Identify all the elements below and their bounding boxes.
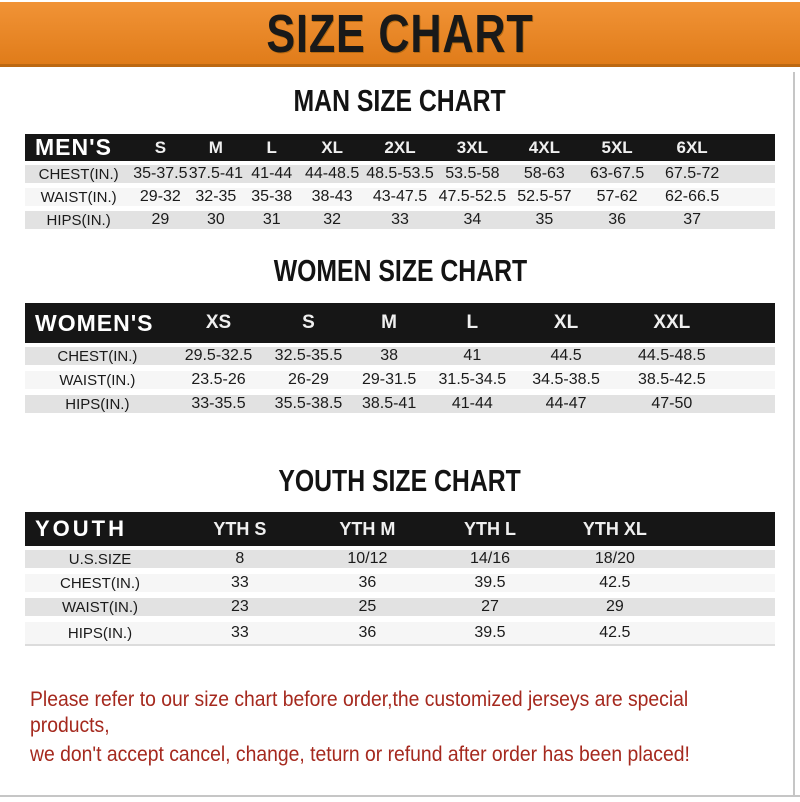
column-header-cell: 5XL — [580, 134, 654, 165]
women-table-label: WOMEN'S — [25, 303, 170, 347]
size-cell: 23 — [175, 598, 305, 622]
size-cell: 42.5 — [550, 622, 680, 646]
size-cell: 31 — [243, 211, 300, 234]
size-cell: 53.5-58 — [436, 165, 509, 188]
size-cell: 38.5-42.5 — [616, 371, 728, 395]
column-header-cell: YTH M — [305, 512, 430, 550]
men-heading-text: MAN SIZE CHART — [293, 83, 507, 118]
column-header-cell: 2XL — [364, 134, 436, 165]
column-header-cell: M — [189, 134, 244, 165]
size-cell: 38.5-41 — [350, 395, 429, 419]
size-cell: 10/12 — [305, 550, 430, 574]
size-cell: 29-31.5 — [350, 371, 429, 395]
size-cell: 52.5-57 — [509, 188, 580, 211]
size-cell: 44.5 — [516, 347, 616, 371]
size-cell: 18/20 — [550, 550, 680, 574]
women-size-table — [25, 303, 775, 419]
men-waist-row — [25, 188, 775, 211]
column-header-cell: 3XL — [436, 134, 509, 165]
column-header-cell: S — [132, 134, 188, 165]
spacer-cell — [680, 622, 775, 646]
size-cell: 32.5-35.5 — [267, 347, 349, 371]
banner-title: SIZE CHART — [266, 4, 534, 64]
men-hips-row — [25, 211, 775, 234]
size-chart-banner — [0, 2, 800, 67]
column-header-cell: M — [350, 303, 429, 347]
size-cell: 8 — [175, 550, 305, 574]
size-cell: 35.5-38.5 — [267, 395, 349, 419]
youth-chest-row — [25, 574, 775, 598]
spacer-cell — [728, 371, 775, 395]
youth-size-table — [25, 512, 775, 646]
spacer-cell — [730, 165, 775, 188]
row-label-cell: WAIST(IN.) — [25, 188, 132, 211]
men-section-heading — [0, 84, 800, 118]
size-cell: 48.5-53.5 — [364, 165, 436, 188]
size-cell: 44.5-48.5 — [616, 347, 728, 371]
size-cell: 42.5 — [550, 574, 680, 598]
spacer-cell — [680, 598, 775, 622]
youth-heading-text: YOUTH SIZE CHART — [278, 463, 522, 498]
column-header-cell: XXL — [616, 303, 728, 347]
size-cell: 37.5-41 — [189, 165, 244, 188]
size-cell: 33 — [364, 211, 436, 234]
disclaimer-note — [0, 686, 800, 770]
size-cell: 39.5 — [430, 574, 550, 598]
row-label-cell: HIPS(IN.) — [25, 211, 132, 234]
row-label-cell: CHEST(IN.) — [25, 347, 170, 371]
row-label-cell: U.S.SIZE — [25, 550, 175, 574]
size-cell: 27 — [430, 598, 550, 622]
size-cell: 57-62 — [580, 188, 654, 211]
size-cell: 29.5-32.5 — [170, 347, 267, 371]
size-cell: 44-47 — [516, 395, 616, 419]
size-cell: 43-47.5 — [364, 188, 436, 211]
size-cell: 29-32 — [132, 188, 188, 211]
column-header-cell: 4XL — [509, 134, 580, 165]
size-cell: 33-35.5 — [170, 395, 267, 419]
column-header-cell: S — [267, 303, 349, 347]
women-waist-row — [25, 371, 775, 395]
row-label-cell: WAIST(IN.) — [25, 371, 170, 395]
size-cell: 32-35 — [189, 188, 244, 211]
size-cell: 31.5-34.5 — [428, 371, 516, 395]
size-cell: 47-50 — [616, 395, 728, 419]
size-cell: 29 — [132, 211, 188, 234]
size-cell: 67.5-72 — [654, 165, 730, 188]
spacer-cell — [728, 347, 775, 371]
spacer-cell — [730, 211, 775, 234]
size-cell: 14/16 — [430, 550, 550, 574]
size-cell: 36 — [580, 211, 654, 234]
youth-hips-row — [25, 622, 775, 646]
size-cell: 36 — [305, 622, 430, 646]
row-label-cell: CHEST(IN.) — [25, 165, 132, 188]
column-header-cell: L — [243, 134, 300, 165]
size-cell: 23.5-26 — [170, 371, 267, 395]
spacer-cell — [680, 574, 775, 598]
column-header-cell: YTH S — [175, 512, 305, 550]
column-header-cell: YTH L — [430, 512, 550, 550]
size-cell: 37 — [654, 211, 730, 234]
size-cell: 39.5 — [430, 622, 550, 646]
size-cell: 62-66.5 — [654, 188, 730, 211]
men-table-label: MEN'S — [25, 134, 132, 165]
size-cell: 58-63 — [509, 165, 580, 188]
size-cell: 38-43 — [300, 188, 364, 211]
spacer-cell — [730, 134, 775, 165]
size-cell: 29 — [550, 598, 680, 622]
column-header-cell: 6XL — [654, 134, 730, 165]
spacer-cell — [680, 512, 775, 550]
spacer-cell — [730, 188, 775, 211]
column-header-cell: XS — [170, 303, 267, 347]
youth-waist-row — [25, 598, 775, 622]
disclaimer-line-1: Please refer to our size chart before order,the customized jerseys are special products, — [30, 687, 689, 737]
women-header-row — [25, 303, 775, 347]
youth-section-heading — [0, 464, 800, 498]
size-cell: 41-44 — [243, 165, 300, 188]
bottom-edge-line — [0, 795, 800, 797]
size-cell: 36 — [305, 574, 430, 598]
disclaimer-line-2: we don't accept cancel, change, teturn or refund after order has been placed! — [30, 742, 690, 766]
men-header-row — [25, 134, 775, 165]
women-section-heading — [0, 254, 800, 288]
size-cell: 38 — [350, 347, 429, 371]
women-heading-text: WOMEN SIZE CHART — [273, 253, 527, 288]
youth-header-row — [25, 512, 775, 550]
women-hips-row — [25, 395, 775, 419]
size-cell: 33 — [175, 622, 305, 646]
size-cell: 35-38 — [243, 188, 300, 211]
size-cell: 41-44 — [428, 395, 516, 419]
row-label-cell: CHEST(IN.) — [25, 574, 175, 598]
size-cell: 34 — [436, 211, 509, 234]
row-label-cell: HIPS(IN.) — [25, 395, 170, 419]
men-size-table — [25, 134, 775, 234]
row-label-cell: WAIST(IN.) — [25, 598, 175, 622]
size-cell: 47.5-52.5 — [436, 188, 509, 211]
size-cell: 41 — [428, 347, 516, 371]
spacer-cell — [728, 395, 775, 419]
men-chest-row — [25, 165, 775, 188]
row-label-cell: HIPS(IN.) — [25, 622, 175, 646]
column-header-cell: XL — [516, 303, 616, 347]
size-cell: 63-67.5 — [580, 165, 654, 188]
size-cell: 26-29 — [267, 371, 349, 395]
size-cell: 32 — [300, 211, 364, 234]
right-edge-line — [793, 72, 795, 797]
size-cell: 34.5-38.5 — [516, 371, 616, 395]
size-cell: 30 — [189, 211, 244, 234]
size-cell: 44-48.5 — [300, 165, 364, 188]
size-cell: 25 — [305, 598, 430, 622]
spacer-cell — [680, 550, 775, 574]
women-chest-row — [25, 347, 775, 371]
youth-ussize-row — [25, 550, 775, 574]
column-header-cell: L — [428, 303, 516, 347]
size-cell: 35 — [509, 211, 580, 234]
column-header-cell: XL — [300, 134, 364, 165]
size-cell: 33 — [175, 574, 305, 598]
size-cell: 35-37.5 — [132, 165, 188, 188]
youth-table-label: YOUTH — [25, 512, 175, 550]
spacer-cell — [728, 303, 775, 347]
column-header-cell: YTH XL — [550, 512, 680, 550]
